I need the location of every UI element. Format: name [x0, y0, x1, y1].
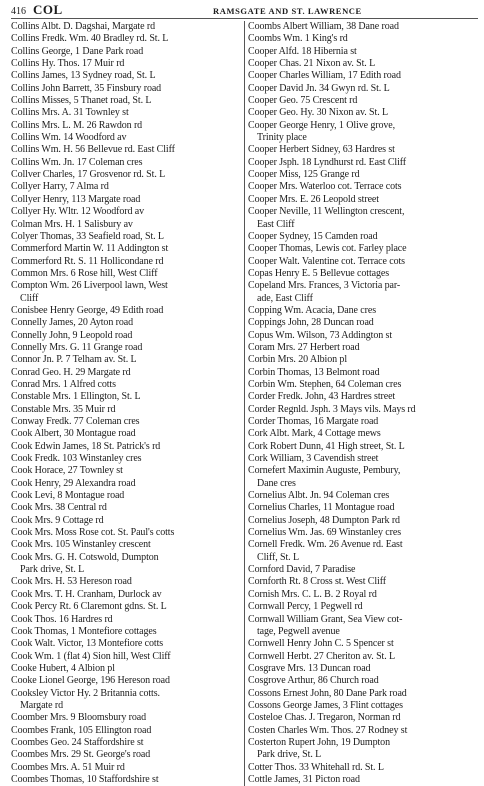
directory-entry: Cossons George James, 3 Flint cottages [248, 699, 403, 711]
directory-entry: Copeland Mrs. Frances, 3 Victoria par- [248, 280, 401, 292]
directory-entry: Conway Fredk. 77 Coleman cres [11, 416, 140, 427]
directory-entry: Cooper Jsph. 18 Lyndhurst rd. East Cliff [248, 156, 407, 168]
directory-entry: Cork Robert Dunn, 41 High street, St. L [248, 440, 405, 452]
directory-entry: Cornwell Herbt. 27 Cheriton av. St. L [248, 650, 396, 662]
directory-entry: Cook Mrs. Moss Rose cot. St. Paul's cotts [11, 527, 175, 539]
directory-entry: Collins Albt. D. Dagshai, Margate rd [11, 21, 155, 32]
entry-continuation: tage, Pegwell avenue [257, 625, 340, 637]
directory-entry: Cottle James, 31 Picton road [248, 773, 360, 785]
directory-entry: Cooper Miss, 125 Grange rd [248, 169, 360, 181]
directory-entry: Cook Thos. 16 Hardres rd [11, 613, 113, 625]
entry-continuation: Trinity place [257, 132, 307, 144]
directory-entry: Cornwall William Grant, Sea View cot- [248, 613, 403, 625]
directory-entry: Coomber Mrs. 9 Bloomsbury road [11, 712, 147, 724]
directory-entry: Cook Wm. 1 (flat 4) Sion hill, West Cliff [11, 650, 171, 662]
directory-entry: Collins George, 1 Dane Park road [11, 45, 144, 57]
directory-entry: Cooper Geo. Hy. 30 Nixon av. St. L [248, 107, 389, 119]
directory-entry: Collyer Hy. Wltr. 12 Woodford av [11, 206, 145, 218]
entry-continuation: Margate rd [20, 699, 63, 711]
entry-continuation: Cliff, St. L [257, 551, 299, 563]
directory-entry: Coram Mrs. 27 Herbert road [248, 341, 360, 353]
directory-entry: Collins Fredk. Wm. 40 Bradley rd. St. L [11, 33, 169, 45]
directory-entry: Collins John Barrett, 35 Finsbury road [11, 82, 162, 94]
directory-entry: Cook Edwin James, 18 St. Patrick's rd [11, 440, 161, 452]
entry-continuation: Dane cres [257, 477, 296, 489]
directory-entry: Cornell Fredk. Wm. 26 Avenue rd. East [248, 539, 403, 551]
directory-entry: Collins Mrs. A. 31 Townley st [11, 107, 129, 119]
directory-entry: Constable Mrs. 1 Ellington, St. L [11, 391, 141, 403]
directory-entry: Coombes Mrs. 29 St. George's road [11, 749, 151, 761]
directory-entry: Cotter Thos. 33 Whitehall rd. St. L [248, 761, 384, 773]
running-title: RAMSGATE AND ST. LAWRENCE [213, 6, 362, 16]
directory-entry: Cornford David, 7 Paradise [248, 564, 356, 576]
entry-continuation: Park drive, St. L [20, 564, 85, 576]
directory-entry: Commerford Rt. S. 11 Hollicondane rd [11, 255, 164, 267]
directory-entry: Cooper Thomas, Lewis cot. Farley place [248, 243, 407, 255]
directory-entry: Colyer Thomas, 33 Seafield road, St. L [11, 230, 164, 242]
directory-entry: Collins Wm. 14 Woodford av [11, 132, 127, 144]
directory-entry: Colman Mrs. H. 1 Salisbury av [11, 218, 133, 230]
directory-entry: Cooper Neville, 11 Wellington crescent, [248, 206, 405, 218]
directory-entry: Cooper Mrs. Waterloo cot. Terrace cots [248, 181, 402, 193]
directory-entry: Cossons Ernest John, 80 Dane Park road [248, 687, 407, 699]
directory-entry: Copas Henry E. 5 Bellevue cottages [248, 267, 390, 279]
directory-entry: Cook Levi, 8 Montague road [11, 490, 125, 502]
directory-entry: Cornforth Rt. 8 Cross st. West Cliff [248, 576, 387, 588]
directory-entry: Coombes Geo. 24 Staffordshire st [11, 736, 144, 748]
directory-entry: Cook Percy Rt. 6 Claremont gdns. St. L [11, 601, 167, 613]
directory-entry: Cooper David Jn. 34 Gwyn rd. St. L [248, 82, 390, 94]
section-code: COL [33, 2, 63, 17]
directory-entry: Cook Mrs. T. H. Cranham, Durlock av [11, 588, 162, 600]
directory-entry: Cooper Herbert Sidney, 63 Hardres st [248, 144, 395, 156]
directory-entry: Cooper Mrs. E. 26 Leopold street [248, 193, 379, 205]
directory-entry: Cook Thomas, 1 Montefiore cottages [11, 625, 157, 637]
directory-entry: Collins Wm. Jn. 17 Coleman cres [11, 156, 143, 168]
directory-entry: Connelly Mrs. G. 11 Grange road [11, 341, 143, 353]
directory-entry: Cooper Walt. Valentine cot. Terrace cots [248, 255, 405, 267]
directory-entry: Coombes Thomas, 10 Staffordshire st [11, 773, 159, 785]
directory-entry: Cooke Hubert, 4 Albion pl [11, 662, 115, 674]
directory-entry: Cooper Geo. 75 Crescent rd [248, 95, 358, 107]
directory-entry: Coombes Mrs. A. 51 Muir rd [11, 761, 125, 773]
left-column [11, 21, 244, 786]
directory-entry: Collyer Harry, 7 Alma rd [11, 181, 109, 193]
directory-entry: Cook Albert, 30 Montague road [11, 428, 136, 440]
directory-entry: Copus Wm. Wilson, 73 Addington st [248, 329, 393, 341]
directory-entry: Cooper Sydney, 15 Camden road [248, 230, 378, 242]
directory-entry: Conrad Mrs. 1 Alfred cotts [11, 378, 116, 390]
directory-entry: Cook Horace, 27 Townley st [11, 465, 123, 477]
directory-entry: Coombs Wm. 1 King's rd [248, 33, 348, 45]
directory-entry: Collins Misses, 5 Thanet road, St. L [11, 95, 152, 107]
entry-continuation: ade, East Cliff [257, 292, 313, 304]
directory-entry: Corder Regnld. Jsph. 3 Mays vils. Mays rd [248, 403, 416, 415]
directory-columns [11, 21, 478, 786]
entry-continuation: Park drive, St. L [257, 749, 322, 761]
directory-entry: Connor Jn. P. 7 Telham av. St. L [11, 354, 137, 366]
directory-entry: Collins Wm. H. 56 Bellevue rd. East Cliff [11, 144, 175, 156]
directory-entry: Cornelius Albt. Jn. 94 Coleman cres [248, 490, 390, 502]
directory-entry: Collver Charles, 17 Grosvenor rd. St. L [11, 169, 166, 181]
directory-entry: Cook Mrs. H. 53 Hereson road [11, 576, 132, 588]
directory-entry: Cork Albt. Mark, 4 Cottage mews [248, 428, 381, 440]
directory-entry: Cornwell Henry John C. 5 Spencer st [248, 638, 394, 650]
directory-entry: Corbin Mrs. 20 Albion pl [248, 354, 347, 366]
directory-entry: Compton Wm. 26 Liverpool lawn, West [11, 280, 168, 292]
directory-entry: Cooksley Victor Hy. 2 Britannia cotts. [11, 687, 160, 699]
page-number: 416 [11, 6, 26, 17]
directory-entry: Coombs Albert William, 38 Dane road [248, 21, 399, 32]
directory-entry: Cosgrove Arthur, 86 Church road [248, 675, 379, 687]
directory-entry: Corbin Wm. Stephen, 64 Coleman cres [248, 378, 402, 390]
directory-entry: Corbin Thomas, 13 Belmont road [248, 366, 380, 378]
directory-entry: Common Mrs. 6 Rose hill, West Cliff [11, 267, 158, 279]
directory-entry: Collyer Henry, 113 Margate road [11, 193, 141, 205]
directory-entry: Cooke Lionel George, 196 Hereson road [11, 675, 170, 687]
directory-entry: Connelly John, 9 Leopold road [11, 329, 133, 341]
directory-entry: Cork William, 3 Cavendish street [248, 453, 379, 465]
directory-entry: Collins James, 13 Sydney road, St. L [11, 70, 156, 82]
directory-entry: Cornelius Wm. Jas. 69 Winstanley cres [248, 527, 402, 539]
directory-entry: Commerford Martin W. 11 Addington st [11, 243, 169, 255]
directory-entry: Cooper Alfd. 18 Hibernia st [248, 45, 357, 57]
directory-entry: Costeloe Chas. J. Tregaron, Norman rd [248, 712, 401, 724]
directory-entry: Cook Mrs. 105 Winstanley crescent [11, 539, 151, 551]
directory-entry: Cook Walt. Victor, 13 Montefiore cotts [11, 638, 164, 650]
directory-entry: Collins Hy. Thos. 17 Muir rd [11, 58, 125, 70]
directory-entry: Cornwall Percy, 1 Pegwell rd [248, 601, 363, 613]
right-column [244, 21, 478, 786]
directory-entry: Cook Henry, 29 Alexandra road [11, 477, 136, 489]
directory-entry: Cornefert Maximin Auguste, Pembury, [248, 465, 401, 477]
directory-entry: Costen Charles Wm. Thos. 27 Rodney st [248, 724, 408, 736]
directory-entry: Costerton Rupert John, 19 Dumpton [248, 736, 390, 748]
directory-entry: Corder Fredk. John, 43 Hardres street [248, 391, 396, 403]
directory-entry: Collins Mrs. L. M. 26 Rawdon rd [11, 119, 143, 131]
directory-entry: Conrad Geo. H. 29 Margate rd [11, 366, 131, 378]
directory-entry: Cook Mrs. 9 Cottage rd [11, 514, 104, 526]
directory-entry: Cosgrave Mrs. 13 Duncan road [248, 662, 371, 674]
directory-entry: Cook Mrs. G. H. Cotswold, Dumpton [11, 551, 159, 563]
directory-entry: Copping Wm. Acacia, Dane cres [248, 304, 376, 316]
entry-continuation: East Cliff [257, 218, 295, 230]
directory-entry: Connelly James, 20 Ayton road [11, 317, 134, 329]
directory-entry: Cooper Charles William, 17 Edith road [248, 70, 401, 82]
entry-continuation: Cliff [20, 292, 39, 304]
directory-entry: Coombes Frank, 105 Ellington road [11, 724, 152, 736]
directory-entry: Cook Mrs. 38 Central rd [11, 502, 107, 514]
directory-entry: Cooper George Henry, 1 Olive grove, [248, 119, 396, 131]
directory-entry: Cornelius Charles, 11 Montague road [248, 502, 395, 514]
directory-entry: Cooper Chas. 21 Nixon av. St. L [248, 58, 376, 70]
page-header [11, 2, 478, 19]
directory-entry: Cornelius Joseph, 48 Dumpton Park rd [248, 514, 400, 526]
directory-entry: Coppings John, 28 Duncan road [248, 317, 374, 329]
directory-entry: Cook Fredk. 103 Winstanley cres [11, 453, 142, 465]
directory-entry: Constable Mrs. 35 Muir rd [11, 403, 116, 415]
directory-entry: Corder Thomas, 16 Margate road [248, 416, 379, 427]
directory-entry: Conisbee Henry George, 49 Edith road [11, 304, 164, 316]
directory-entry: Cornish Mrs. C. L. B. 2 Royal rd [248, 588, 377, 600]
